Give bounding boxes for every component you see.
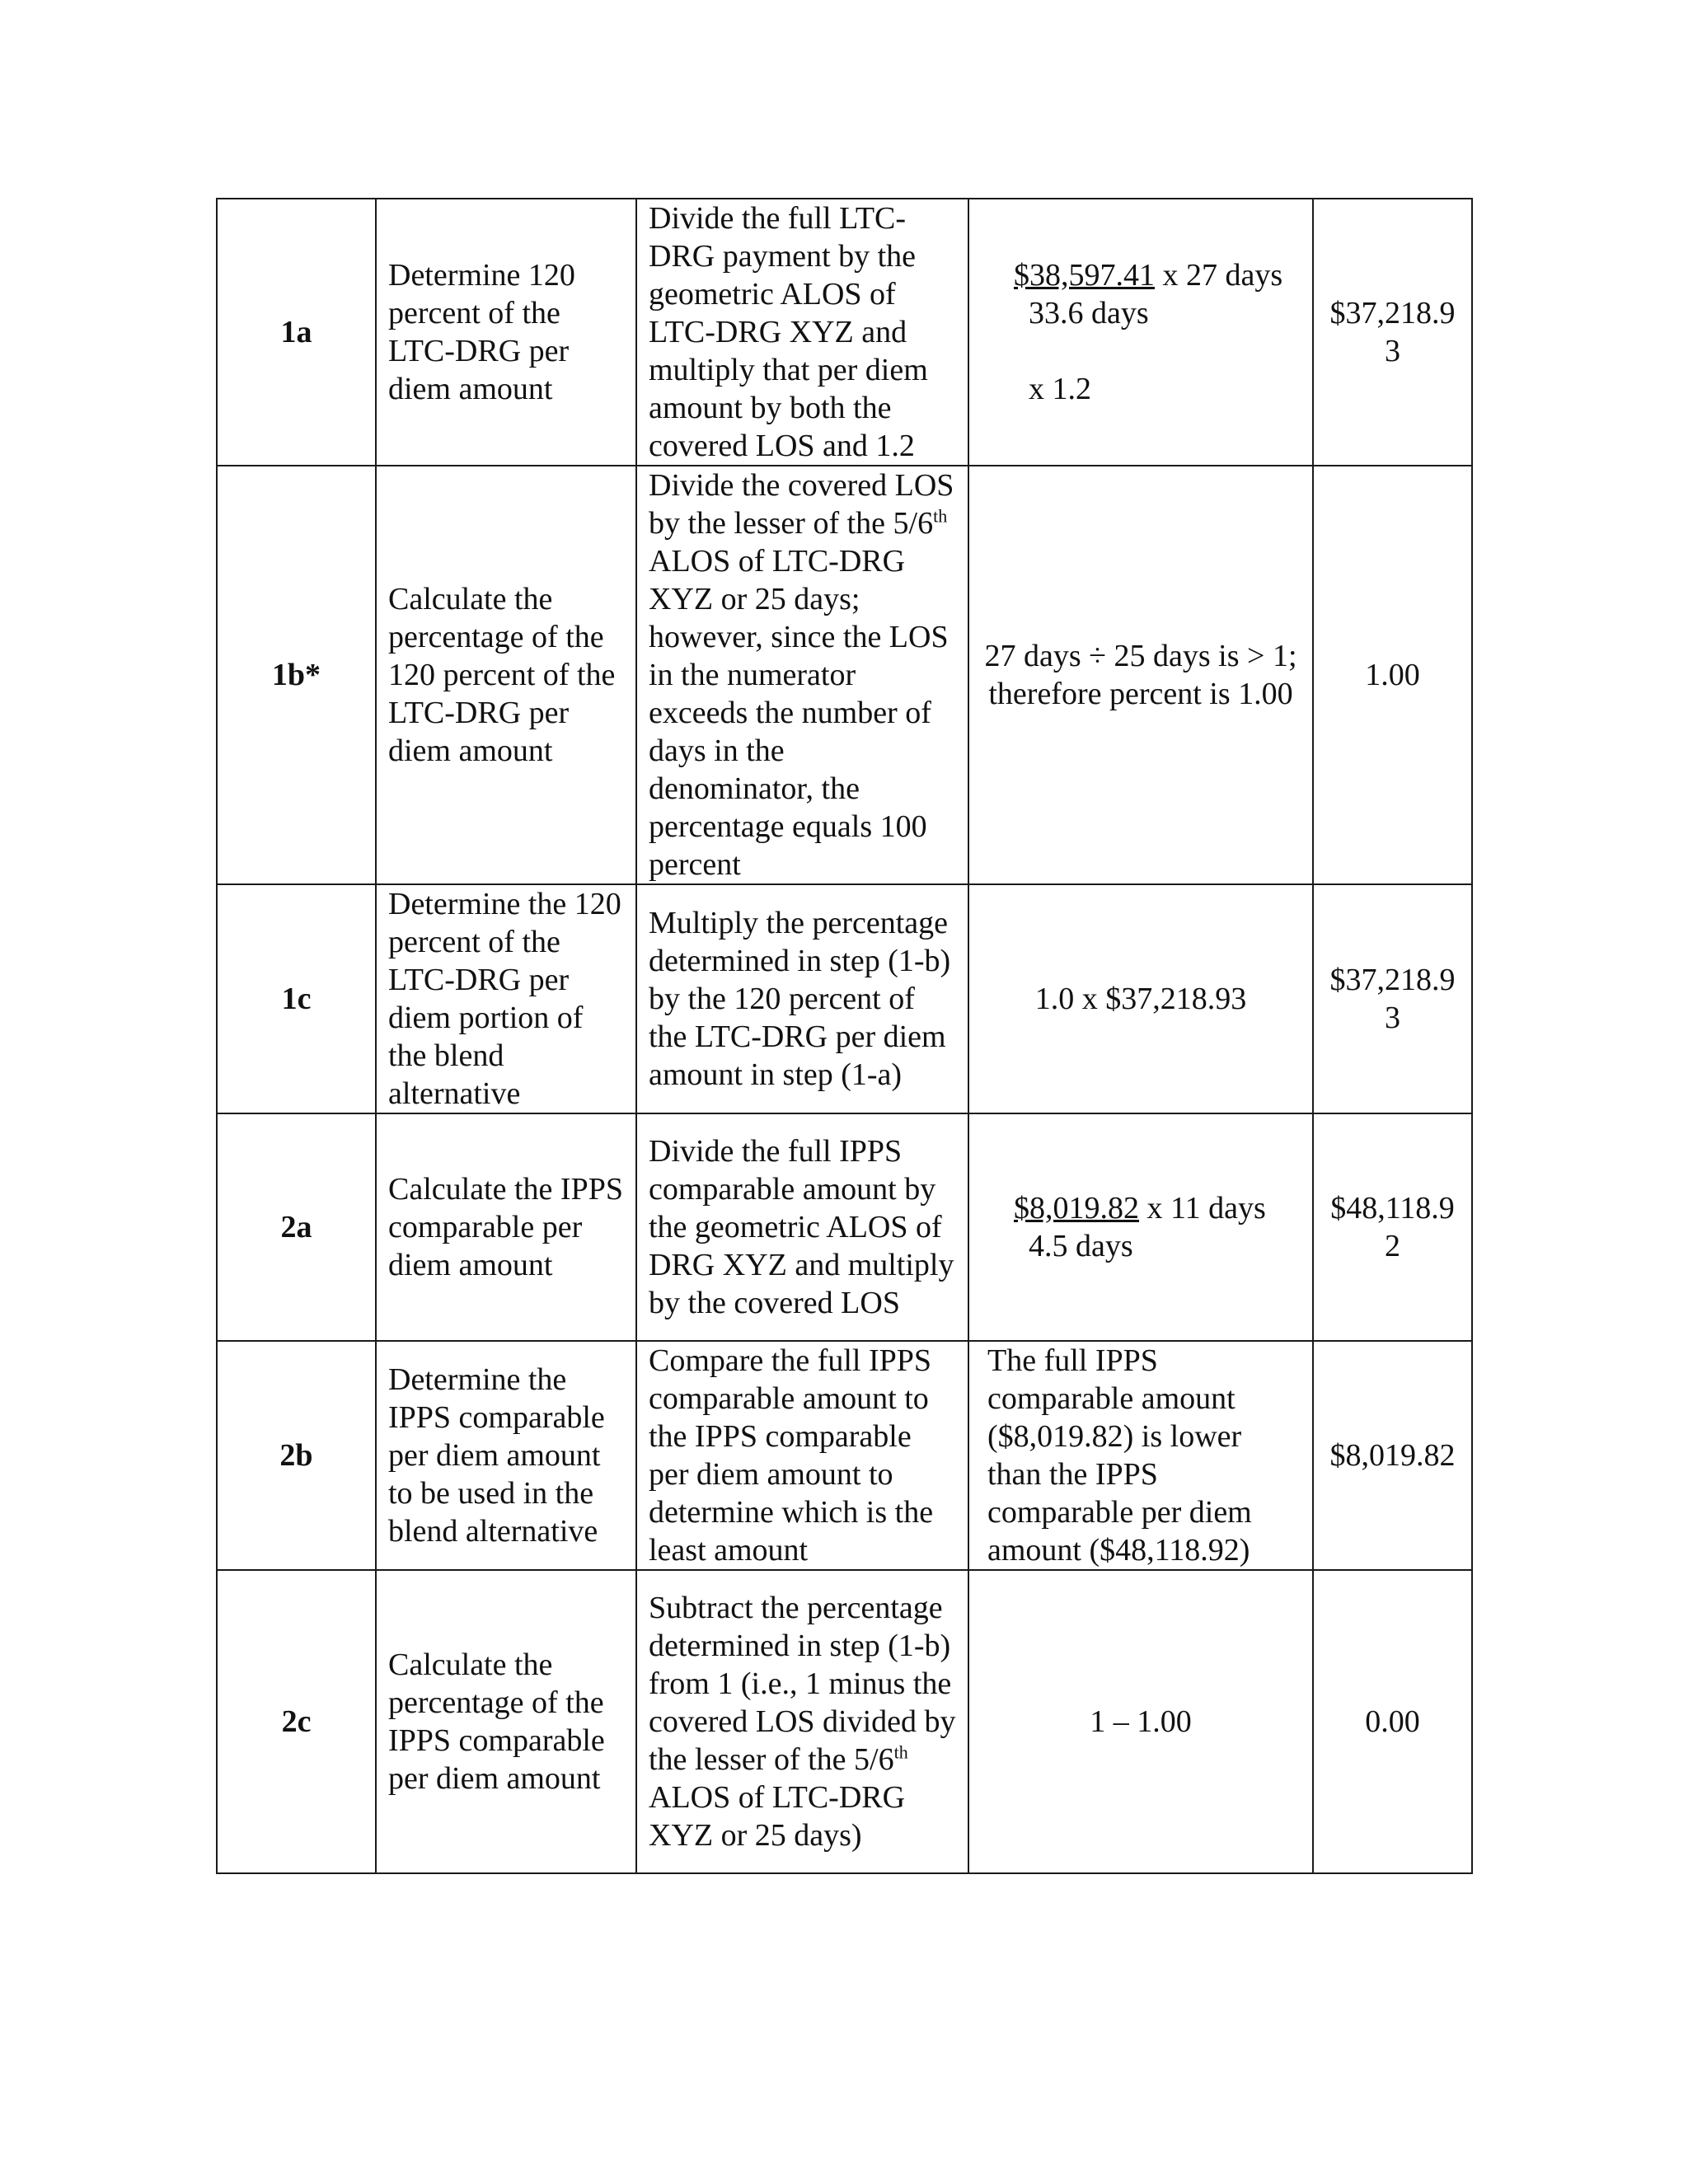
step-instruction: [636, 466, 968, 884]
step-result: 1.00: [1313, 466, 1472, 884]
calc-numerator-suffix: x 11 days: [1139, 1191, 1266, 1226]
step-description: Calculate the percentage of the 120 percent of the LTC-DRG per diem amount: [376, 466, 636, 884]
step-result: $8,019.82: [1313, 1341, 1472, 1570]
step-result: $37,218.93: [1313, 884, 1472, 1113]
step-instruction: Compare the full IPPS comparable amount to the IPPS comparable per diem amount to determine which is the least amount: [636, 1341, 968, 1570]
step-instruction: Multiply the percentage determined in step (1-b) by the 120 percent of the LTC-DRG per diem amount in step (1-a): [636, 884, 968, 1113]
step-description: Determine 120 percent of the LTC-DRG per diem amount: [376, 199, 636, 466]
step-description: Calculate the IPPS comparable per diem amount: [376, 1113, 636, 1341]
step-id: 1a: [217, 199, 376, 466]
calc-numerator-suffix: x 27 days: [1155, 258, 1283, 293]
table-row: [217, 1570, 1472, 1873]
step-id: 1c: [217, 884, 376, 1113]
step-instruction: Divide the full IPPS comparable amount by the geometric ALOS of DRG XYZ and multiply by the covered LOS: [636, 1113, 968, 1341]
table-row: [217, 1341, 1472, 1570]
step-calculation: 1.0 x $37,218.93: [968, 884, 1313, 1113]
instruction-superscript: th: [933, 505, 948, 527]
step-id: 1b*: [217, 466, 376, 884]
step-description: Calculate the percentage of the IPPS comparable per diem amount: [376, 1570, 636, 1873]
step-description: Determine the 120 percent of the LTC-DRG per diem portion of the blend alternative: [376, 884, 636, 1113]
step-calculation: [968, 1113, 1313, 1341]
calc-numerator: $38,597.41: [1014, 258, 1155, 293]
step-calculation: 27 days ÷ 25 days is > 1; therefore percent is 1.00: [968, 466, 1313, 884]
step-calculation: [968, 199, 1313, 466]
instruction-text: Divide the covered LOS by the lesser of the 5/6: [649, 468, 954, 541]
step-description: Determine the IPPS comparable per diem amount to be used in the blend alternative: [376, 1341, 636, 1570]
table-row: [217, 199, 1472, 466]
step-calculation: 1 – 1.00: [968, 1570, 1313, 1873]
step-result: $37,218.93: [1313, 199, 1472, 466]
instruction-text: Subtract the percentage determined in step (1-b) from 1 (i.e., 1 minus the covered LOS divided by the lesser of the 5/6: [649, 1591, 956, 1777]
step-instruction: [636, 1570, 968, 1873]
calc-numerator: $8,019.82: [1014, 1191, 1139, 1226]
instruction-text: ALOS of LTC-DRG XYZ or 25 days; however, since the LOS in the numerator exceeds the number of days in the denominator, the percentage equals 100 percent: [649, 544, 949, 882]
step-id: 2b: [217, 1341, 376, 1570]
calc-multiplier: x 1.2: [1029, 372, 1091, 406]
step-id: 2c: [217, 1570, 376, 1873]
table-row: [217, 466, 1472, 884]
calculation-steps-table: [216, 198, 1473, 1874]
table-row: [217, 884, 1472, 1113]
step-instruction: Divide the full LTC-DRG payment by the geometric ALOS of LTC-DRG XYZ and multiply that per diem amount by both the covered LOS and 1.2: [636, 199, 968, 466]
step-result: $48,118.92: [1313, 1113, 1472, 1341]
table-row: [217, 1113, 1472, 1341]
instruction-superscript: th: [893, 1741, 908, 1763]
step-calculation: The full IPPS comparable amount ($8,019.82) is lower than the IPPS comparable per diem amount ($48,118.92): [968, 1341, 1313, 1570]
step-result: 0.00: [1313, 1570, 1472, 1873]
instruction-text: ALOS of LTC-DRG XYZ or 25 days): [649, 1780, 906, 1853]
calc-denominator: 4.5 days: [1029, 1229, 1133, 1263]
calc-denominator: 33.6 days: [1029, 296, 1149, 330]
step-id: 2a: [217, 1113, 376, 1341]
